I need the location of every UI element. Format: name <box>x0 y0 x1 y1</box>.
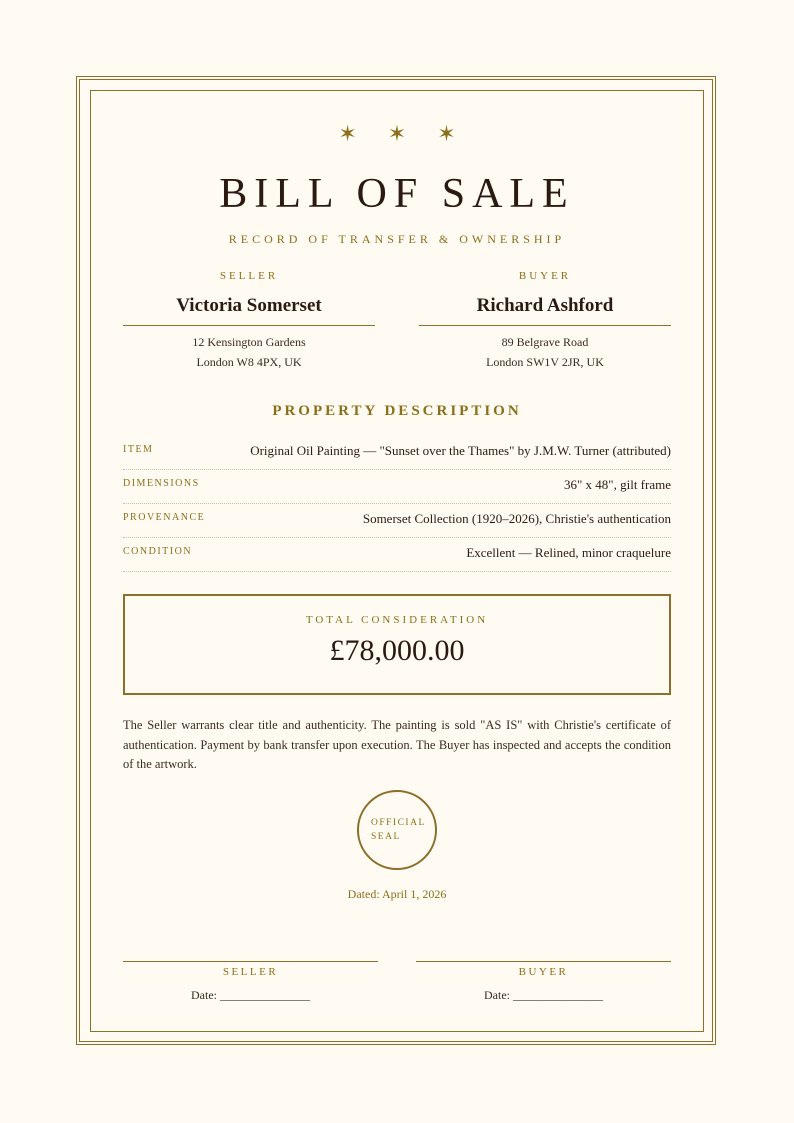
total-label: TOTAL CONSIDERATION <box>305 614 489 626</box>
property-row-dimensions <box>123 470 671 504</box>
buyer-name: Richard Ashford <box>419 295 671 326</box>
star-icon: ✶ <box>387 122 407 147</box>
property-row-provenance <box>123 504 671 538</box>
star-ornament <box>0 122 794 147</box>
property-label: CONDITION <box>123 546 193 557</box>
property-label: PROVENANCE <box>123 512 206 523</box>
total-consideration-box <box>123 594 671 695</box>
property-value: 36" x 48", gilt frame <box>563 477 671 492</box>
document-title: BILL OF SALE <box>219 171 575 217</box>
property-row-item <box>123 436 671 470</box>
buyer-label: BUYER <box>518 270 572 282</box>
total-amount: £78,000.00 <box>329 634 465 667</box>
seller-address-line1: 12 Kensington Gardens <box>192 335 306 349</box>
seller-signature-block <box>123 961 378 1003</box>
star-icon: ✶ <box>437 122 456 147</box>
buyer-signature-line <box>416 961 671 962</box>
seller-address <box>123 332 375 372</box>
property-row-condition <box>123 538 671 572</box>
property-label: DIMENSIONS <box>123 478 200 489</box>
seal-text <box>371 816 431 844</box>
seller-signature-date: Date: _______________ <box>191 988 310 1002</box>
buyer-address-line2: London SW1V 2JR, UK <box>486 355 604 369</box>
property-value: Original Oil Painting — "Sunset over the Thames" by J.M.W. Turner (attributed) <box>250 443 671 458</box>
property-value: Somerset Collection (1920–2026), Christie's authentication <box>362 511 671 526</box>
seller-block <box>123 270 375 372</box>
seller-signature-label: SELLER <box>222 966 279 978</box>
buyer-signature-label: BUYER <box>518 966 569 978</box>
buyer-block <box>419 270 671 372</box>
document-subtitle: RECORD OF TRANSFER & OWNERSHIP <box>228 232 566 246</box>
buyer-address <box>419 332 671 372</box>
property-label: ITEM <box>123 444 154 455</box>
buyer-signature-block <box>416 961 671 1003</box>
seller-address-line2: London W8 4PX, UK <box>196 355 302 369</box>
seller-name: Victoria Somerset <box>123 295 375 326</box>
star-icon: ✶ <box>338 122 357 147</box>
seal-text-line1: OFFICIAL <box>371 818 426 828</box>
terms-paragraph: The Seller warrants clear title and authenticity. The painting is sold "AS IS" with Christie's certificate of authentication. Payment by bank transfer upon execution. The Buyer has inspected and accepts the condition of the artwork. <box>123 718 671 771</box>
property-table <box>123 436 671 572</box>
seller-signature-line <box>123 961 378 962</box>
buyer-signature-date: Date: _______________ <box>484 988 603 1002</box>
buyer-address-line1: 89 Belgrave Road <box>501 335 589 349</box>
seal-text-line2: SEAL <box>371 832 401 842</box>
property-value: Excellent — Relined, minor craquelure <box>466 545 671 560</box>
official-seal <box>357 790 437 870</box>
dated-line: Dated: April 1, 2026 <box>347 887 447 901</box>
seller-label: SELLER <box>219 270 279 282</box>
property-section-title: PROPERTY DESCRIPTION <box>272 403 522 419</box>
